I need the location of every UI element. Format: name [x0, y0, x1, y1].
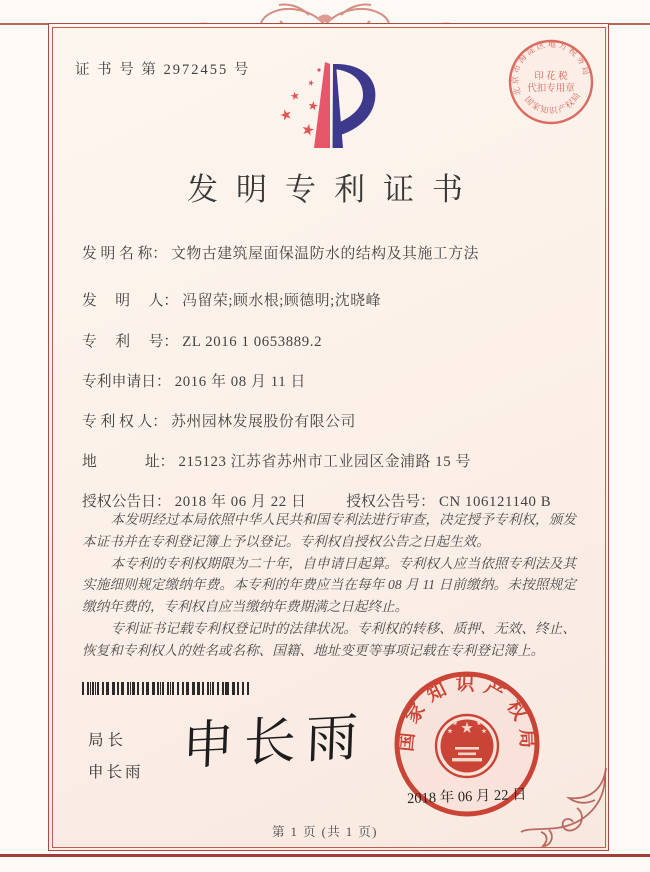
- logo-blue-stem: [333, 64, 344, 148]
- cnipa-logo: [272, 56, 397, 158]
- grant-date-value: 2018 年 06 月 22 日: [174, 494, 307, 510]
- certificate-number: 证 书 号 第 2972455 号: [75, 62, 251, 78]
- field-list: [82, 242, 577, 530]
- field-value: 215123 江苏省苏州市工业园区金浦路 15 号: [178, 454, 471, 470]
- field-patent-number: [82, 330, 577, 354]
- field-value: ZL 2016 1 0653889.2: [182, 334, 323, 350]
- corner-flourish-ornament: [519, 764, 609, 854]
- field-value: 苏州园林发展股份有限公司: [171, 414, 356, 430]
- certificate-title: 发明专利证书: [187, 172, 481, 207]
- barcode: [82, 682, 250, 695]
- legal-paragraph-3: 专利证书记载专利权登记时的法律状况。专利权的转移、质押、无效、终止、恢复和专利权人的姓名或名称、国籍、地址变更等事项记载在专利登记簿上。: [82, 620, 576, 658]
- field-label: 专 利 号：: [82, 334, 179, 350]
- field-value: 2016 年 08 月 11 日: [174, 374, 306, 390]
- legal-text-block: [82, 509, 576, 662]
- director-signature: 申长雨: [180, 709, 369, 777]
- logo-blue-bowl: [334, 64, 375, 136]
- field-label: 发 明 名 称：: [82, 246, 168, 262]
- signer-name: 申长雨: [88, 764, 144, 781]
- legal-paragraph-1: 本发明经过本局依照中华人民共和国专利法进行审查，决定授予专利权，颁发本证书并在专利登记簿上予以登记。专利权自授权公告之日起生效。: [82, 512, 576, 549]
- tax-stamp-line1: 印 花 税: [534, 72, 568, 82]
- tax-stamp-ring-top-text: 北京市海淀区地方税务局: [510, 39, 592, 97]
- grant-date-label: 授权公告日：: [82, 494, 171, 510]
- grant-no-label: 授权公告号：: [346, 494, 435, 510]
- grant-no-value: CN 106121140 B: [438, 494, 552, 510]
- field-inventors: [82, 289, 577, 313]
- seal-national-emblem: [436, 715, 498, 777]
- field-label: 地 址：: [82, 454, 175, 470]
- seal-date: 2018 年 06 月 22 日: [406, 786, 527, 808]
- signer-title: 局长: [88, 732, 128, 749]
- legal-paragraph-2: 本专利的专利权期限为二十年，自申请日起算。专利权人应当依照专利法及其实施细则规定缴纳年费。本专利的年费应当在每年 08 月 11 日前缴纳。未按照规定缴纳年费的，专利权自应当缴纳年费期满之日起终止。: [82, 555, 576, 615]
- field-invention-name: [82, 242, 577, 266]
- field-value: 冯留荣;顾水根;顾德明;沈晓峰: [182, 293, 382, 309]
- tax-stamp-seal: [506, 37, 596, 127]
- page-number: 第 1 页 (共 1 页): [272, 825, 378, 839]
- tax-stamp-line2: 代扣专用章: [527, 84, 575, 94]
- field-patentee: [82, 410, 577, 434]
- bottom-border-line: [0, 854, 650, 857]
- field-label: 专利申请日：: [82, 374, 171, 390]
- seal-agency-text: 国家知识产权局: [395, 673, 538, 757]
- field-label: 专 利 权 人：: [82, 414, 168, 430]
- field-label: 发 明 人：: [82, 293, 179, 309]
- field-address: [82, 450, 577, 474]
- field-application-date: [82, 370, 577, 394]
- field-value: 文物古建筑屋面保温防水的结构及其施工方法: [171, 246, 480, 262]
- tax-stamp-ring-bottom-text: 国家知识产权局: [522, 90, 583, 116]
